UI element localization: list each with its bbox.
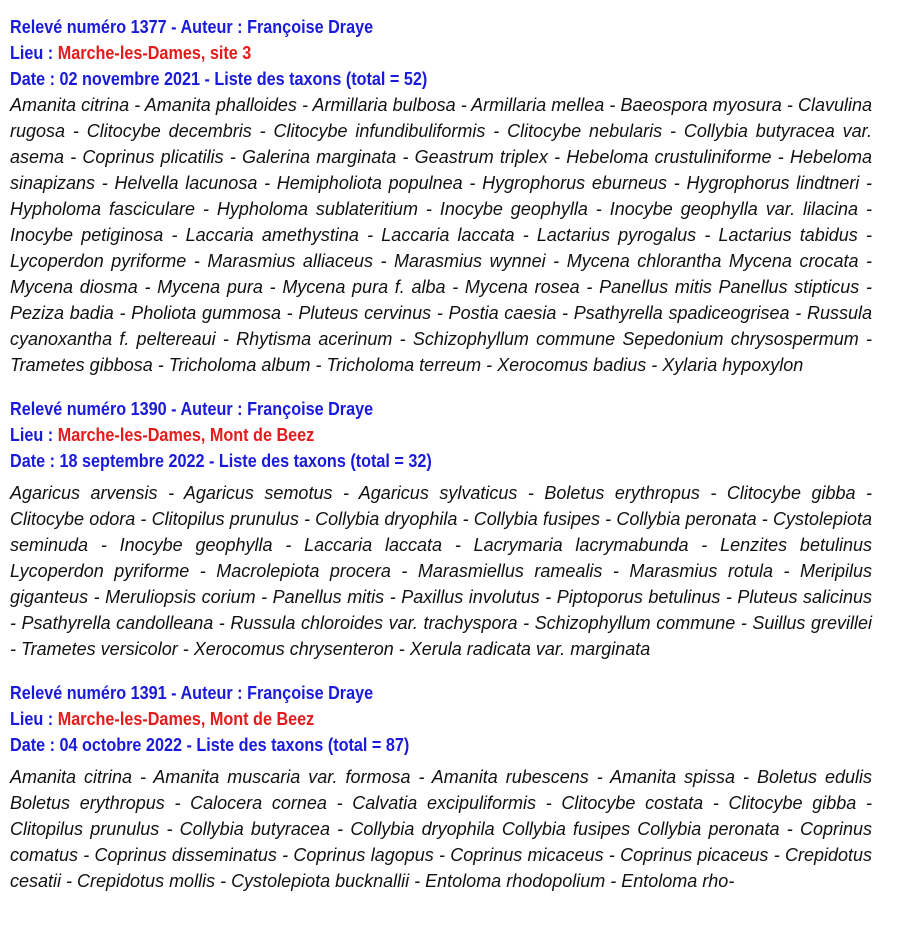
location-value: Marche-les-Dames, Mont de Beez [57, 709, 315, 729]
document-page [10, 14, 872, 912]
record-title: Relevé numéro 1390 - Auteur : Françoise Draye [10, 399, 374, 419]
record-1377 [10, 14, 872, 378]
location-value: Marche-les-Dames, site 3 [57, 43, 252, 63]
record-date: Date : 02 novembre 2021 - Liste des taxons (total = 52) [10, 69, 428, 89]
record-location [10, 706, 786, 732]
record-location [10, 40, 786, 66]
record-1390 [10, 396, 872, 662]
taxa-list: Amanita citrina - Amanita phalloides - Armillaria bulbosa - Armillaria mellea - Baeospora myosura - Clavulina rugosa - Clitocybe decembris - Clitocybe infundibuliformis - Clitocybe nebularis - Collybia butyracea var. asema - Coprinus plicatilis - Galerina marginata - Geastrum triplex - Hebeloma crustuliniforme - Hebeloma sinapizans - Helvella lacunosa - Hemipholiota populnea - Hygrophorus eburneus - Hygrophorus lindtneri - Hypholoma fasciculare - Hypholoma sublateritium - Inocybe geophylla - Inocybe geophylla var. lilacina - Inocybe petiginosa - Laccaria amethystina - Laccaria laccata - Lactarius pyrogalus - Lactarius tabidus - Lycoperdon pyriforme - Marasmius alliaceus - Marasmius wynnei - Mycena chlorantha Mycena crocata - Mycena diosma - Mycena pura - Mycena pura f. alba - Mycena rosea - Panellus mitis Panellus stipticus - Peziza badia - Pholiota gummosa - Pluteus cervinus - Postia caesia - Psathyrella spadiceogrisea - Russula cyanoxantha f. peltereaui - Rhytisma acerinum - Schizophyllum commune Sepedonium chrysospermum - Trametes gibbosa - Tricholoma album - Tricholoma terreum - Xerocomus badius - Xylaria hypoxylon [10, 95, 872, 375]
location-label: Lieu : [10, 709, 58, 729]
record-date: Date : 18 septembre 2022 - Liste des taxons (total = 32) [10, 451, 432, 471]
taxa-list: Amanita citrina - Amanita muscaria var. formosa - Amanita rubescens - Amanita spissa - Boletus edulis Boletus erythropus - Calocera cornea - Calvatia excipuliformis - Clitocybe costata - Clitocybe gibba - Clitopilus prunulus - Collybia butyracea - Collybia dryophila Collybia fusipes Collybia peronata - Coprinus comatus - Coprinus disseminatus - Coprinus lagopus - Coprinus micaceus - Coprinus picaceus - Crepidotus cesatii - Crepidotus mollis - Cystolepiota bucknallii - Entoloma rhodopolium - Entoloma rho- [10, 767, 872, 891]
record-title: Relevé numéro 1377 - Auteur : Françoise Draye [10, 17, 374, 37]
record-title: Relevé numéro 1391 - Auteur : Françoise Draye [10, 683, 374, 703]
record-date: Date : 04 octobre 2022 - Liste des taxons (total = 87) [10, 735, 410, 755]
location-label: Lieu : [10, 425, 58, 445]
location-label: Lieu : [10, 43, 58, 63]
location-value: Marche-les-Dames, Mont de Beez [57, 425, 315, 445]
taxa-list: Agaricus arvensis - Agaricus semotus - Agaricus sylvaticus - Boletus erythropus - Clitocybe gibba - Clitocybe odora - Clitopilus prunulus - Collybia dryophila - Collybia fusipes - Collybia peronata - Cystolepiota seminuda - Inocybe geophylla - Laccaria laccata - Lacrymaria lacrymabunda - Lenzites betulinus Lycoperdon pyriforme - Macrolepiota procera - Marasmiellus ramealis - Marasmius rotula - Meripilus giganteus - Meruliopsis corium - Panellus mitis - Paxillus involutus - Piptoporus betulinus - Pluteus salicinus - Psathyrella candolleana - Russula chloroides var. trachyspora - Schizophyllum commune - Suillus grevillei - Trametes versicolor - Xerocomus chrysenteron - Xerula radicata var. marginata [10, 483, 872, 659]
record-location [10, 422, 786, 448]
record-1391 [10, 680, 872, 894]
